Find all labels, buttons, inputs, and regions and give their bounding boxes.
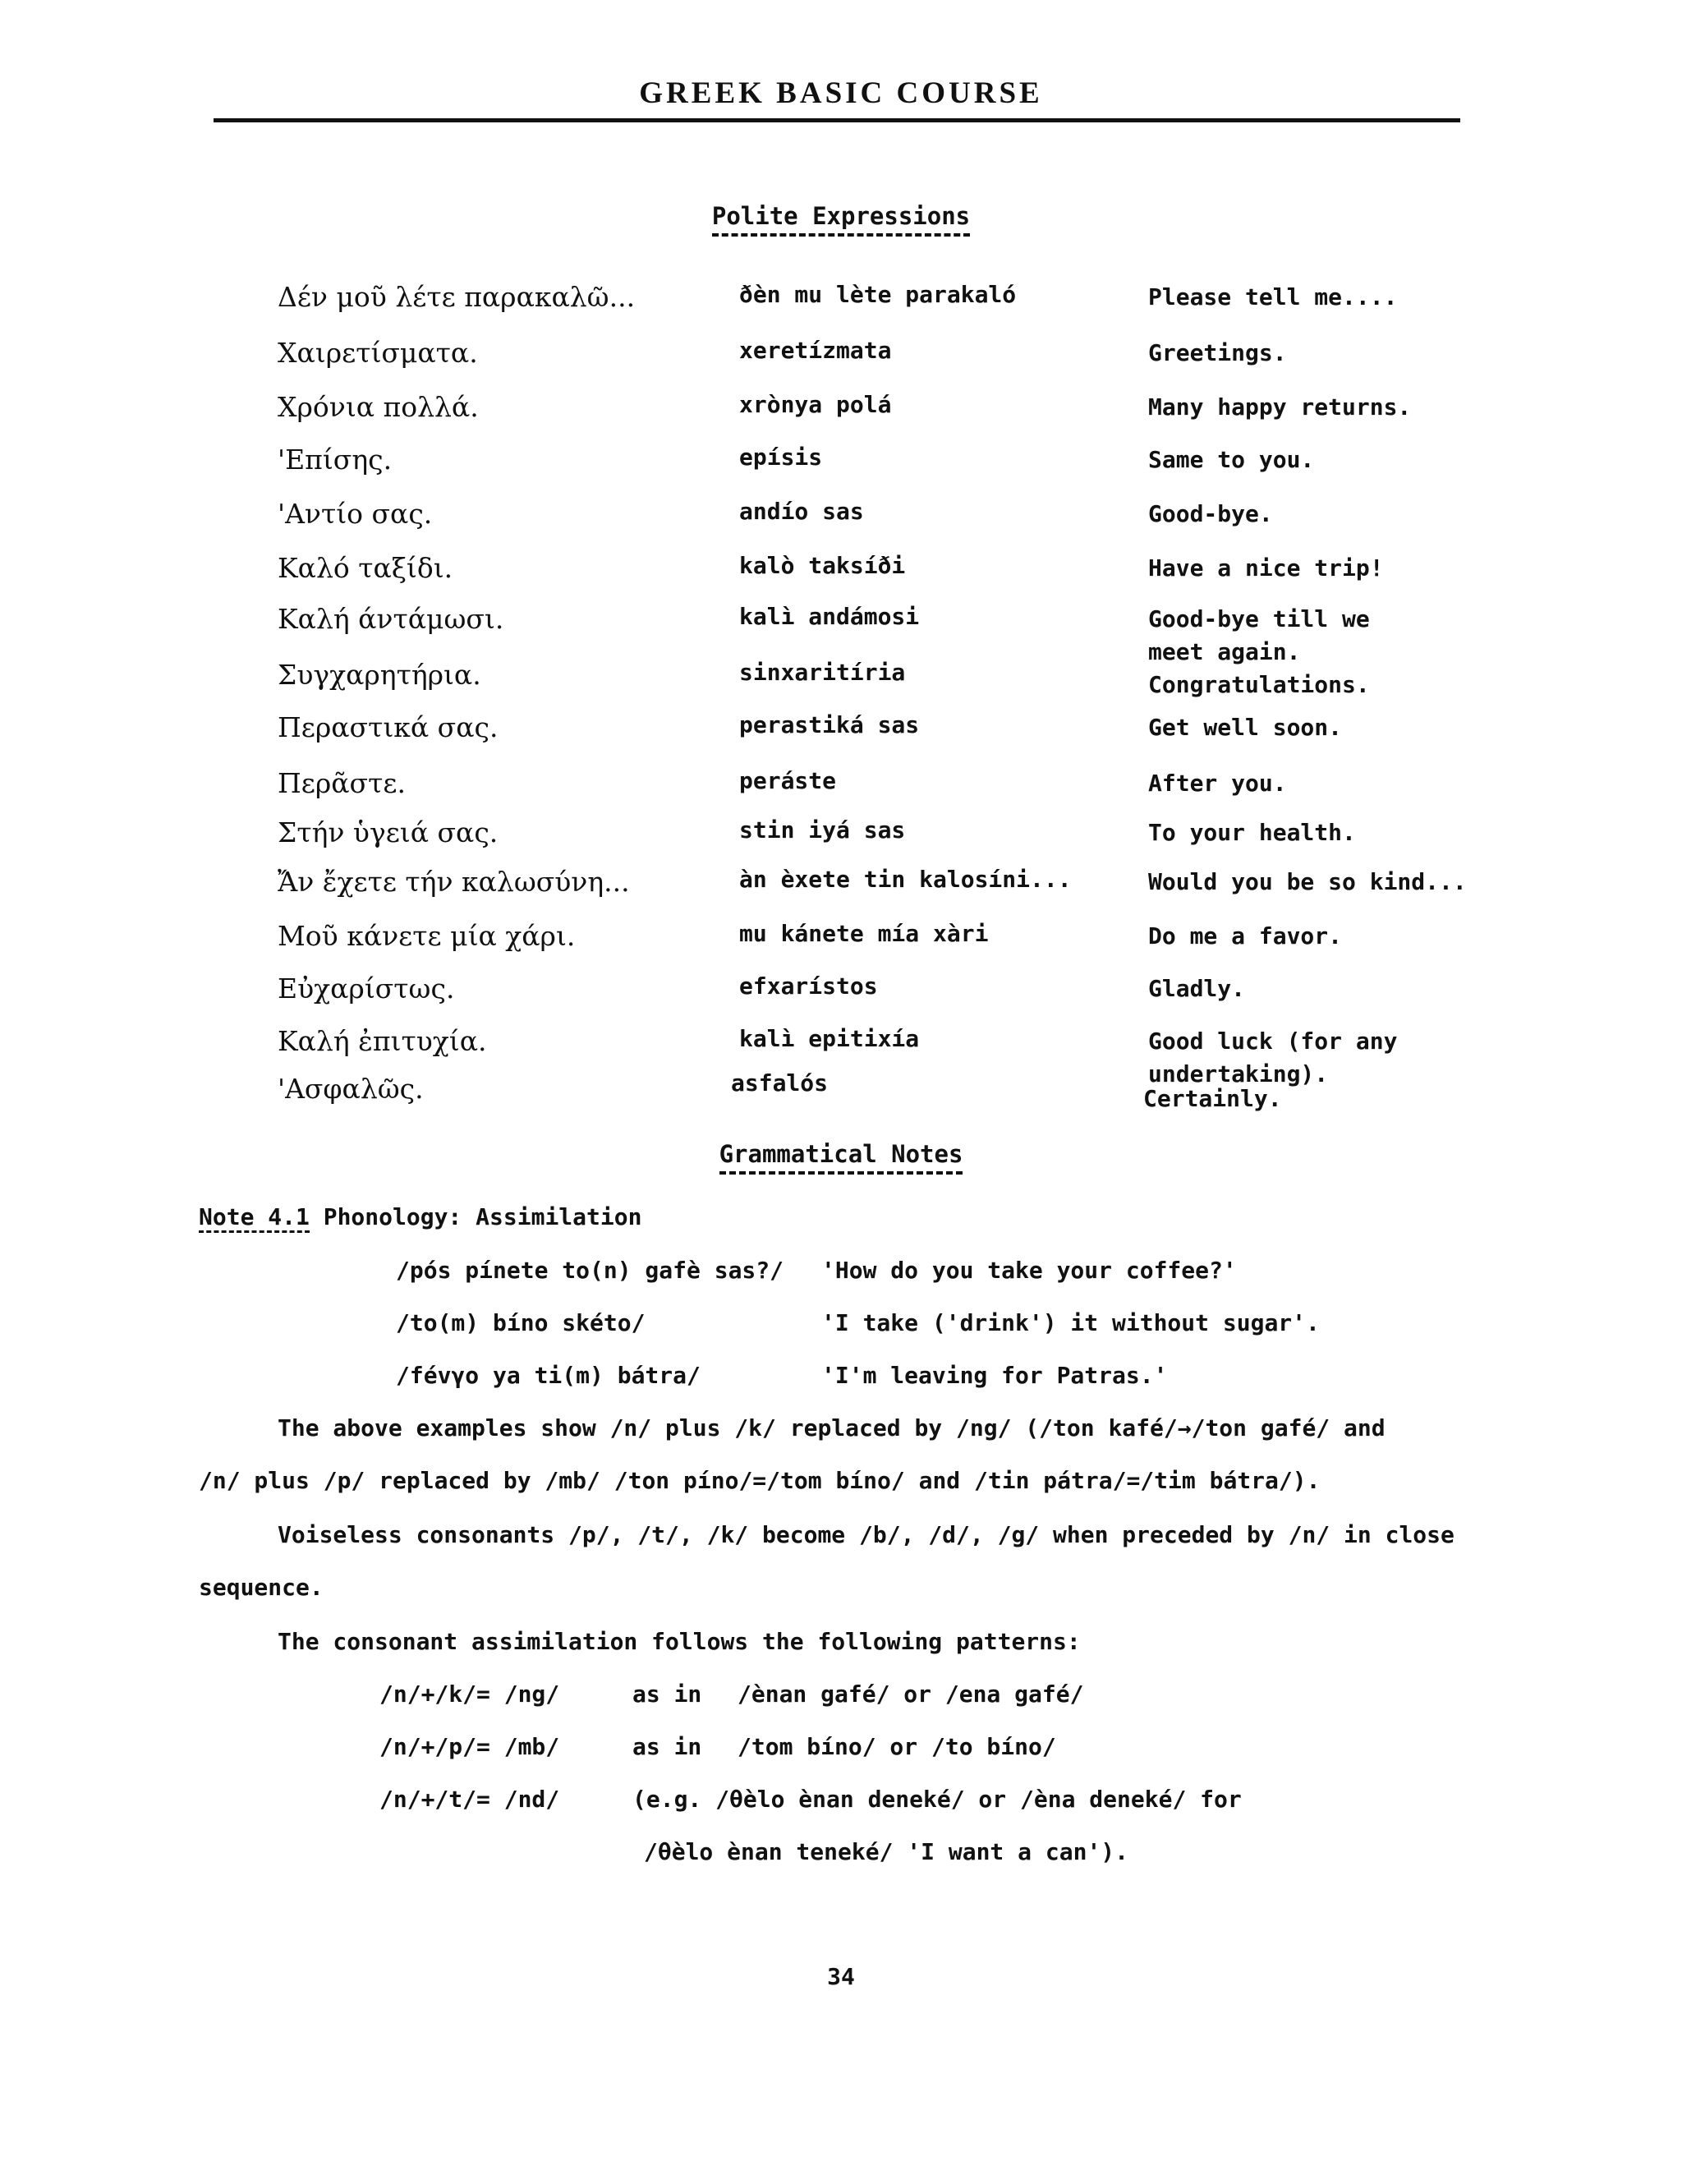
- greek-phrase: Συγχαρητήρια.: [278, 659, 481, 691]
- english-meaning: Gladly.: [1148, 975, 1246, 1002]
- transliteration: peráste: [739, 767, 837, 794]
- greek-phrase: Εὐχαρίστως.: [278, 972, 455, 1005]
- transliteration: ðèn mu lète parakaló: [739, 281, 1017, 308]
- example-english: 'I'm leaving for Patras.': [821, 1362, 1168, 1389]
- english-meaning: To your health.: [1148, 819, 1356, 846]
- english-meaning: Please tell me....: [1148, 283, 1398, 310]
- transliteration: àn èxete tin kalosíni...: [739, 866, 1072, 893]
- transliteration: kalì epitixía: [739, 1025, 920, 1052]
- greek-phrase: Καλό ταξίδι.: [278, 552, 453, 584]
- english-meaning: Good-bye.: [1148, 500, 1273, 527]
- pattern-continuation: /θèlo ènan teneké/ 'I want a can').: [644, 1838, 1129, 1865]
- greek-phrase: Μοῦ κάνετε μία χάρι.: [278, 920, 576, 952]
- expression-row: [0, 816, 1682, 866]
- example-english: 'I take ('drink') it without sugar'.: [821, 1309, 1320, 1336]
- polite-expressions-heading: Polite Expressions: [0, 202, 1682, 237]
- expression-row: [0, 444, 1682, 493]
- transliteration: kalò taksíði: [739, 552, 906, 579]
- paragraph-line: /n/ plus /p/ replaced by /mb/ /ton píno/=/tom bíno/ and /tin pátra/=/tim bátra/).: [199, 1467, 1321, 1494]
- greek-phrase: Περᾶστε.: [278, 767, 406, 799]
- transliteration: xrònya polá: [739, 391, 892, 418]
- english-meaning: Get well soon.: [1148, 714, 1343, 741]
- note-heading: [199, 1203, 641, 1230]
- english-meaning: Same to you.: [1148, 446, 1315, 473]
- greek-phrase: Ἄν ἔχετε τήν καλωσύνη...: [278, 866, 630, 898]
- greek-phrase: Χαιρετίσματα.: [278, 337, 478, 369]
- transliteration: stin iyá sas: [739, 816, 906, 844]
- pattern-rule: /n/+/k/= /ng/: [379, 1681, 560, 1708]
- expression-row: [0, 281, 1682, 330]
- english-meaning: Good luck (for any undertaking).: [1148, 1028, 1398, 1087]
- expression-row: [0, 498, 1682, 547]
- expression-row: [0, 767, 1682, 816]
- pattern-as: as in: [632, 1733, 702, 1760]
- english-meaning: Certainly.: [1143, 1085, 1282, 1112]
- transliteration: perastiká sas: [739, 711, 920, 738]
- expression-row: [0, 866, 1682, 915]
- english-meaning: Have a nice trip!: [1148, 554, 1384, 582]
- transliteration: xeretízmata: [739, 337, 892, 364]
- paragraph-line: The above examples show /n/ plus /k/ replaced by /ng/ (/ton kafé/→/ton gafé/ and: [278, 1414, 1386, 1441]
- english-meaning: After you.: [1148, 770, 1287, 797]
- expression-row: [0, 711, 1682, 761]
- paragraph-line: The consonant assimilation follows the following patterns:: [278, 1628, 1081, 1655]
- transliteration: sinxaritíria: [739, 659, 906, 686]
- page-header-title: GREEK BASIC COURSE: [639, 76, 1043, 110]
- expression-row: [0, 391, 1682, 440]
- greek-phrase: 'Ασφαλῶς.: [278, 1073, 424, 1105]
- paragraph-line: sequence.: [199, 1574, 324, 1601]
- grammatical-notes-heading: Grammatical Notes: [0, 1140, 1682, 1175]
- pattern-example: /tom bíno/ or /to bíno/: [738, 1733, 1056, 1760]
- expression-row: [0, 603, 1682, 665]
- english-meaning: Do me a favor.: [1148, 922, 1343, 949]
- pattern-rule: /n/+/p/= /mb/: [379, 1733, 560, 1760]
- pattern-example: /ènan gafé/ or /ena gafé/: [738, 1681, 1084, 1708]
- paragraph-line: Voiseless consonants /p/, /t/, /k/ become /b/, /d/, /g/ when preceded by /n/ in close: [278, 1521, 1455, 1548]
- transliteration: asfalós: [731, 1069, 829, 1097]
- pattern-as: (e.g. /θèlo ènan deneké/ or /èna deneké/ for: [632, 1786, 1242, 1813]
- greek-phrase: Καλή ἐπιτυχία.: [278, 1025, 487, 1057]
- note-number: Note 4.1: [199, 1203, 310, 1233]
- expression-row: [0, 1069, 1682, 1122]
- english-meaning: Would you be so kind...: [1148, 868, 1467, 895]
- greek-phrase: Περαστικά σας.: [278, 711, 499, 743]
- english-meaning: Greetings.: [1148, 339, 1287, 366]
- expression-row: [0, 659, 1682, 708]
- example-english: 'How do you take your coffee?': [821, 1257, 1237, 1284]
- expression-row: [0, 920, 1682, 969]
- pattern-as: as in: [632, 1681, 702, 1708]
- transliteration: andío sas: [739, 498, 864, 525]
- header-rule: [214, 118, 1460, 122]
- greek-phrase: Δέν μοῦ λέτε παρακαλῶ...: [278, 281, 636, 313]
- greek-phrase: 'Επίσης.: [278, 444, 393, 476]
- transliteration: kalì andámosi: [739, 603, 920, 630]
- greek-phrase: 'Αντίο σας.: [278, 498, 433, 530]
- expression-row: [0, 552, 1682, 601]
- note-title: Phonology: Assimilation: [323, 1203, 642, 1230]
- english-meaning: Good-bye till we meet again.: [1148, 605, 1370, 665]
- transliteration: mu kánete mía xàri: [739, 920, 989, 947]
- english-meaning: Congratulations.: [1148, 671, 1370, 698]
- example-greek: /pós pínete to(n) gafè sas?/: [396, 1257, 784, 1284]
- greek-phrase: Χρόνια πολλά.: [278, 391, 479, 423]
- transliteration: epísis: [739, 444, 823, 471]
- example-greek: /févγo ya ti(m) bátra/: [396, 1362, 701, 1389]
- transliteration: efxarístos: [739, 972, 878, 1000]
- english-meaning: Many happy returns.: [1148, 393, 1412, 421]
- greek-phrase: Στήν ὑγειά σας.: [278, 816, 499, 848]
- expression-row: [0, 972, 1682, 1022]
- page-number: 34: [827, 1963, 855, 1990]
- expression-row: [0, 337, 1682, 386]
- greek-phrase: Καλή άντάμωσι.: [278, 603, 504, 635]
- pattern-rule: /n/+/t/= /nd/: [379, 1786, 560, 1813]
- example-greek: /to(m) bíno skéto/: [396, 1309, 646, 1336]
